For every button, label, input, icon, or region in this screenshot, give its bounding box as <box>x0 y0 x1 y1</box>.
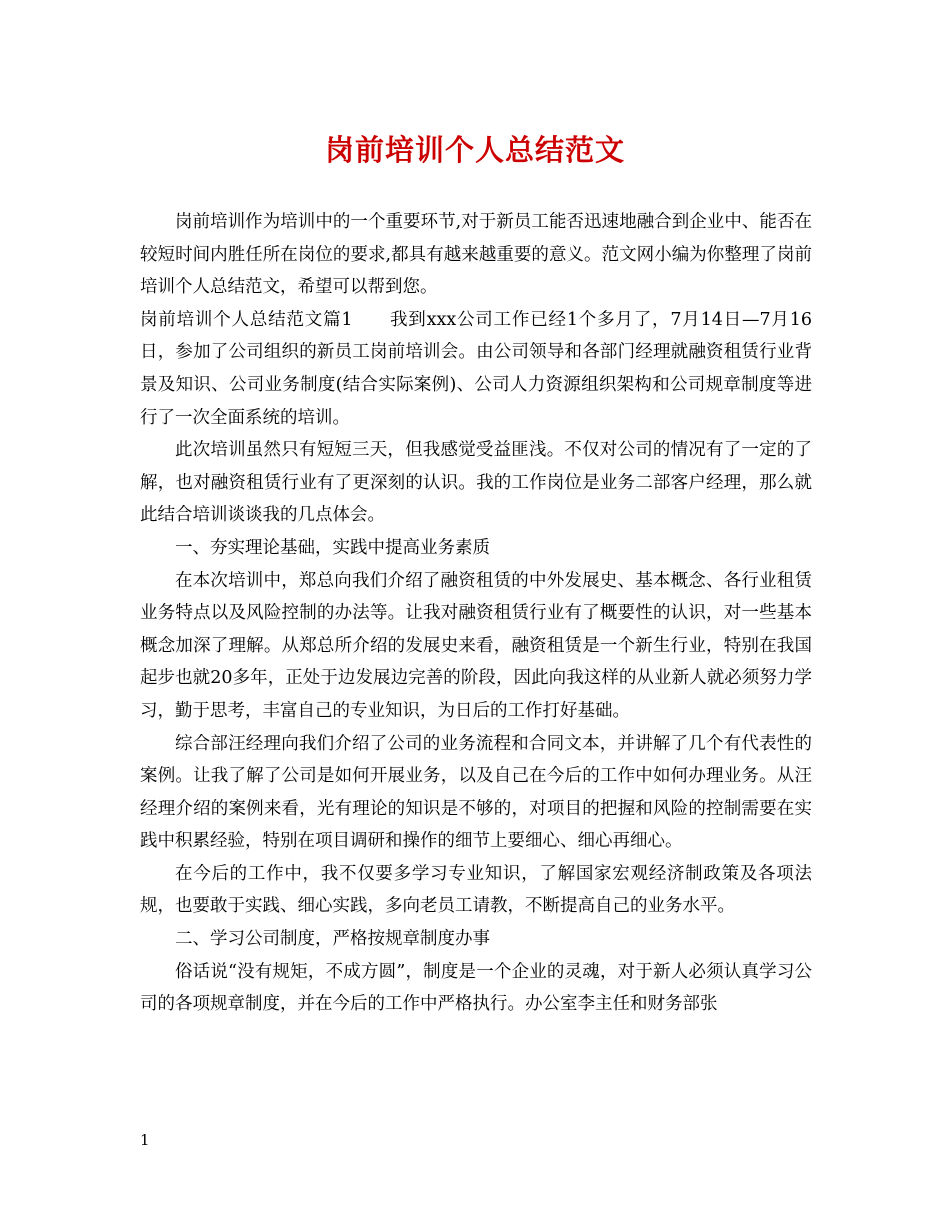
paragraph: 此次培训虽然只有短短三天，但我感觉受益匪浅。不仅对公司的情况有了一定的了解，也对融资租赁行业有了更深刻的认识。我的工作岗位是业务二部客户经理，那么就此结合培训谈谈我的几点体会。 <box>140 440 812 526</box>
page-number: 1 <box>140 1131 150 1149</box>
section-heading: 二、学习公司制度，严格按规章制度办事 <box>175 929 490 950</box>
paragraph-intro: 岗前培训作为培训中的一个重要环节,对于新员工能否迅速地融合到企业中、能否在较短时间内胜任所在岗位的要求,都具有越来越重要的意义。范文网小编为你整理了岗前培训个人总结范文，希望可以帮到您。 <box>140 212 812 298</box>
paragraph: 俗话说“没有规矩，不成方圆”，制度是一个企业的灵魂，对于新人必须认真学习公司的各项规章制度，并在今后的工作中严格执行。办公室李主任和财务部张 <box>140 961 812 1015</box>
document-title: 岗前培训个人总结范文 <box>324 133 625 167</box>
paragraph: 在本次培训中，郑总向我们介绍了融资租赁的中外发展史、基本概念、各行业租赁业务特点以及风险控制的办法等。让我对融资租赁行业有了概要性的认识，对一些基本概念加深了理解。从郑总所介绍的发展史来看，融资租赁是一个新生行业，特别在我国起步也就20多年，正处于边发展边完善的阶段，因此向我这样的从业新人就必须努力学习，勤于思考，丰富自己的专业知识，为日后的工作打好基础。 <box>140 570 812 721</box>
paragraph: 在今后的工作中，我不仅要多学习专业知识，了解国家宏观经济制政策及各项法规，也要敢于实践、细心实践，多向老员工请教，不断提高自己的业务水平。 <box>140 863 812 917</box>
section-heading: 一、夯实理论基础，实践中提高业务素质 <box>175 537 490 558</box>
paragraph-section-start: 岗前培训个人总结范文篇1 我到xxx公司工作已经1个多月了，7月14日—7月16日，参加了公司组织的新员工岗前培训会。由公司领导和各部门经理就融资租赁行业背景及知识、公司业务制度(结合实际案例)、公司人力资源组织架构和公司规章制度等进行了一次全面系统的培训。 <box>140 309 812 428</box>
paragraph: 综合部汪经理向我们介绍了公司的业务流程和合同文本，并讲解了几个有代表性的案例。让我了解了公司是如何开展业务，以及自己在今后的工作中如何办理业务。从汪经理介绍的案例来看，光有理论的知识是不够的，对项目的把握和风险的控制需要在实践中积累经验，特别在项目调研和操作的细节上要细心、细心再细心。 <box>140 733 812 852</box>
document-body <box>140 206 812 1021</box>
